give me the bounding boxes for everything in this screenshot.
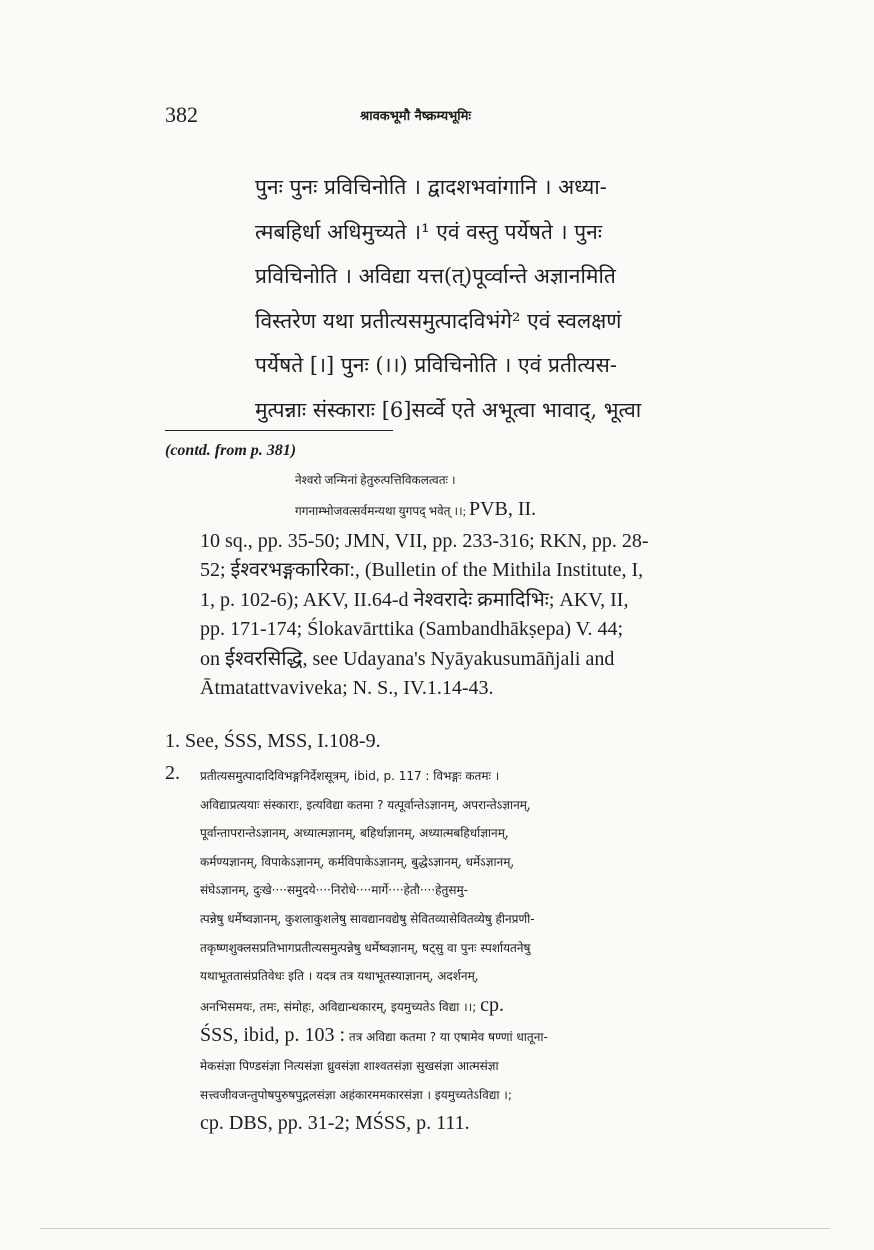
footnote-line	[200, 1021, 780, 1052]
footnote-line	[200, 991, 780, 1022]
footnote-line: त्पन्नेषु धर्मेष्वज्ञानम्, कुशलाकुशलेषु सावद्यानवद्येषु सेवितव्यासेवितव्येषु हीनप्रणी-	[200, 911, 535, 926]
footnote-line: pp. 171-174; Ślokavārttika (Sambandhākṣepa) V. 44;	[200, 618, 624, 640]
verse-line: नेश्वरो जन्मिनां हेतुरुत्पत्तिविकलत्वतः ।	[295, 472, 456, 487]
footnote-2	[165, 762, 780, 1140]
reference-text: cp.	[480, 993, 505, 1016]
reference-text: ŚSS, ibid, p. 103 :	[200, 1024, 346, 1047]
footnote-line: यथाभूततासंप्रतिवेधः इति । यदत्र तत्र यथाभूतस्याज्ञानम्, अदर्शनम्,	[200, 969, 479, 984]
footnote-line	[200, 1109, 780, 1140]
footnote-number: 2.	[165, 762, 180, 784]
footnote-line: Ātmatattvaviveka; N. S., IV.1.14-43.	[200, 677, 494, 699]
reference-text: PVB, II.	[468, 498, 537, 520]
footnote-2-body	[200, 762, 780, 1140]
main-line: मुत्पन्नाः संस्काराः [6]सर्व्वे एते अभूत्वा भावाद्, भूत्वा	[255, 397, 642, 422]
footnote-line: संघेऽज्ञानम्, दुःखे····समुदये····निरोधे····मार्गे····हेतौ····हेतुसमु-	[200, 883, 468, 898]
footnote-text: अनभिसमयः, तमः, संमोहः, अविद्यान्धकारम्, इयमुच्यतेऽ विद्या ।।;	[200, 999, 477, 1014]
footnote-line: on ईश्वरसिद्धि, see Udayana's Nyāyakusumāñjali and	[200, 647, 615, 670]
footnote-line: अविद्याप्रत्ययाः संस्काराः, इत्यविद्या कतमा ? यत्पूर्वान्तेऽज्ञानम्, अपरान्तेऽज्ञानम्,	[200, 797, 531, 812]
footnote-divider	[165, 430, 393, 431]
footnote-line: तकृष्णशुक्लसप्रतिभागप्रतीत्यसमुत्पन्नेषु धर्मेष्वज्ञानम्, षट्सु वा पुनः स्पर्शायतनेषु	[200, 940, 531, 955]
footnote-line: पूर्वान्तापरान्तेऽज्ञानम्, अध्यात्मज्ञानम्, बहिर्धाज्ञानम्, अध्यात्मबहिर्धाज्ञानम्,	[200, 826, 509, 841]
main-line: पुनः पुनः प्रविचिनोति । द्वादशभवांगानि । अध्या-	[255, 175, 607, 199]
footnote-line: प्रतीत्यसमुत्पादादिविभङ्गनिर्देशसूत्रम्, ibid, p. 117 : विभङ्गः कतमः ।	[200, 769, 500, 783]
reference-text: cp. DBS, pp. 31-2; MŚSS, p. 111.	[200, 1112, 470, 1135]
footnote-continued	[165, 436, 775, 704]
footnote-line: सत्त्वजीवजन्तुपोषपुरुषपुद्गलसंज्ञा अहंकारममकारसंज्ञा । इयमुच्यतेऽविद्या ।;	[200, 1087, 512, 1102]
main-line: प्रविचिनोति । अविद्या यत्त(त्)पूर्व्वान्ते अज्ञानमिति	[255, 264, 616, 288]
running-title: श्रावकभूमौ नैष्क्रम्यभूमिः	[360, 109, 472, 124]
verse-line	[165, 495, 775, 527]
footnote-line: 52; ईश्वरभङ्गकारिका:, (Bulletin of the Mithila Institute, I,	[200, 559, 644, 581]
main-line: पर्येषते [।] पुनः (।।) प्रविचिनोति । एवं प्रतीत्यस-	[255, 353, 617, 377]
footnote-text: तत्र अविद्या कतमा ? या एषामेव षण्णां धातूना-	[348, 1030, 548, 1045]
footnote-line: कर्मण्यज्ञानम्, विपाकेऽज्ञानम्, कर्मविपाकेऽज्ञानम्, बुद्धेऽज्ञानम्, धर्मेऽज्ञानम्,	[200, 854, 515, 869]
page-edge-line	[40, 1228, 830, 1229]
footnote-line: मेकसंज्ञा पिण्डसंज्ञा नित्यसंज्ञा ध्रुवसंज्ञा शाश्वतसंज्ञा सुखसंज्ञा आत्मसंज्ञा	[200, 1058, 499, 1073]
main-line: त्मबहिर्धा अधिमुच्यते ।¹ एवं वस्तु पर्येषते । पुनः	[255, 219, 603, 244]
footnote-line: 1, p. 102-6); AKV, II.64-d नेश्वरादेः क्रमादिभिः; AKV, II,	[200, 588, 629, 611]
footnote-1: 1. See, ŚSS, MSS, I.108-9.	[165, 730, 381, 752]
main-line: विस्तरेण यथा प्रतीत्यसमुत्पादविभंगे² एवं स्वलक्षणं	[255, 308, 622, 333]
verse-text: गगनाम्भोजवत्सर्वमन्यथा युगपद् भवेत् ।।;	[295, 504, 466, 518]
main-text	[255, 165, 775, 432]
footnote-line: 10 sq., pp. 35-50; JMN, VII, pp. 233-316; RKN, pp. 28-	[200, 529, 649, 552]
continued-label: (contd. from p. 381)	[165, 442, 297, 459]
page-number: 382	[165, 102, 198, 127]
